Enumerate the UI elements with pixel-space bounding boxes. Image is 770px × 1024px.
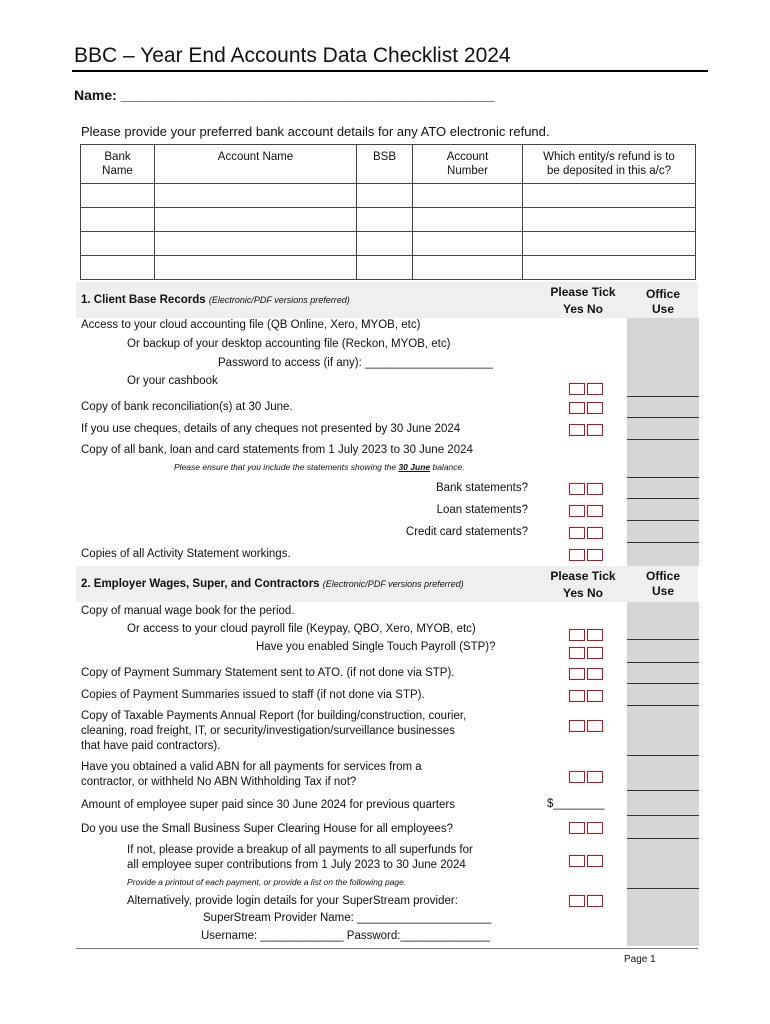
item-super-breakup: If not, please provide a breakup of all payments to all superfunds for all employee super contributions from 1 July 2023 to 30 June 2024 — [127, 844, 473, 871]
yes-checkbox[interactable] — [569, 483, 585, 495]
section1-title: 1. Client Base Records (Electronic/PDF versions preferred) — [81, 294, 350, 306]
table-cell[interactable] — [81, 232, 155, 256]
yes-checkbox[interactable] — [569, 549, 585, 561]
tick-boxes-bank-rec[interactable] — [569, 402, 605, 414]
item-summary-ato: Copy of Payment Summary Statement sent to ATO. (if not done via STP). — [81, 667, 455, 679]
superstream-provider-field[interactable]: SuperStream Provider Name: _____________________ — [203, 912, 492, 924]
table-cell[interactable] — [357, 256, 413, 280]
col-account-name: Account Name — [155, 145, 357, 184]
item-cashbook: Or your cashbook — [127, 375, 218, 387]
item-super-paid: Amount of employee super paid since 30 June 2024 for previous quarters — [81, 799, 455, 811]
table-cell[interactable] — [357, 208, 413, 232]
office-use-line — [627, 705, 699, 706]
col-bank-name: Bank Name — [81, 145, 155, 184]
table-cell[interactable] — [81, 208, 155, 232]
office-use-line — [627, 838, 699, 839]
yes-checkbox[interactable] — [569, 771, 585, 783]
item-superstream: Alternatively, provide login details for your SuperStream provider: — [127, 895, 458, 907]
tick-boxes-loan-statements[interactable] — [569, 505, 605, 517]
no-checkbox[interactable] — [587, 771, 603, 783]
no-checkbox[interactable] — [587, 855, 603, 867]
yes-checkbox[interactable] — [569, 668, 585, 680]
tick-boxes-card-statements[interactable] — [569, 527, 605, 539]
table-cell[interactable] — [413, 256, 523, 280]
item-wage-book: Copy of manual wage book for the period. — [81, 605, 295, 617]
table-cell[interactable] — [155, 256, 357, 280]
table-cell[interactable] — [81, 256, 155, 280]
col-account-number: Account Number — [413, 145, 523, 184]
section1-office-header: Office Use — [645, 287, 680, 316]
office-use-line — [627, 755, 699, 756]
table-cell[interactable] — [357, 184, 413, 208]
no-checkbox[interactable] — [587, 527, 603, 539]
table-row — [81, 256, 696, 280]
name-field[interactable]: Name: ________________________________________________ — [74, 87, 495, 103]
section2-office-column — [627, 602, 699, 946]
table-cell[interactable] — [523, 184, 696, 208]
bank-intro-text: Please provide your preferred bank account details for any ATO electronic refund. — [81, 124, 550, 139]
item-abn: Have you obtained a valid ABN for all payments for services from a contractor, or withheld No ABN Withholding Tax if not? — [81, 761, 422, 788]
table-cell[interactable] — [155, 232, 357, 256]
yes-checkbox[interactable] — [569, 505, 585, 517]
table-cell[interactable] — [413, 184, 523, 208]
yes-checkbox[interactable] — [569, 647, 585, 659]
yes-checkbox[interactable] — [569, 895, 585, 907]
table-row — [81, 184, 696, 208]
table-row — [81, 232, 696, 256]
office-use-line — [627, 888, 699, 889]
section2-tick-header: Please Tick Yes No — [550, 569, 616, 600]
item-desktop-backup: Or backup of your desktop accounting file (Reckon, MYOB, etc) — [127, 338, 451, 350]
yes-checkbox[interactable] — [569, 855, 585, 867]
tick-boxes-super-breakup[interactable] — [569, 855, 605, 867]
section2-title: 2. Employer Wages, Super, and Contractors (Electronic/PDF versions preferred) — [81, 578, 464, 590]
col-bsb: BSB — [357, 145, 413, 184]
item-tpar: Copy of Taxable Payments Annual Report (for building/construction, courier, cleaning, road freight, IT, or security/investigation/surveillance businesses that have paid contractors). — [81, 710, 467, 752]
no-checkbox[interactable] — [587, 505, 603, 517]
no-checkbox[interactable] — [587, 895, 603, 907]
item-summary-staff: Copies of Payment Summaries issued to staff (if not done via STP). — [81, 689, 425, 701]
office-use-line — [627, 439, 699, 440]
tick-boxes-clearing-house[interactable] — [569, 822, 605, 834]
no-checkbox[interactable] — [587, 383, 603, 395]
yes-checkbox[interactable] — [569, 720, 585, 732]
section1-office-column — [627, 318, 699, 566]
item-cloud-file: Access to your cloud accounting file (QB Online, Xero, MYOB, etc) — [81, 319, 421, 331]
no-checkbox[interactable] — [587, 690, 603, 702]
item-card-statements: Credit card statements? — [405, 526, 528, 538]
item-payroll-file: Or access to your cloud payroll file (Keypay, QBO, Xero, MYOB, etc) — [127, 623, 476, 635]
tick-boxes-summary-staff[interactable] — [569, 690, 605, 702]
tick-boxes-superstream[interactable] — [569, 895, 605, 907]
tick-boxes-payroll[interactable] — [569, 629, 605, 641]
item-clearing-house: Do you use the Small Business Super Clearing House for all employees? — [81, 823, 454, 835]
office-use-line — [627, 790, 699, 791]
yes-checkbox[interactable] — [569, 424, 585, 436]
no-checkbox[interactable] — [587, 629, 603, 641]
bank-details-table — [80, 144, 696, 280]
footer-rule — [76, 948, 698, 949]
table-cell[interactable] — [523, 232, 696, 256]
tick-boxes-accounting[interactable] — [569, 383, 605, 395]
table-cell[interactable] — [155, 208, 357, 232]
table-cell[interactable] — [413, 232, 523, 256]
table-cell[interactable] — [523, 256, 696, 280]
table-cell[interactable] — [523, 208, 696, 232]
item-bank-statements: Bank statements? — [435, 482, 528, 494]
office-use-line — [627, 542, 699, 543]
item-stp: Have you enabled Single Touch Payroll (STP)? — [256, 641, 496, 653]
office-use-line — [627, 498, 699, 499]
section2-office-header: Office Use — [645, 569, 680, 598]
tick-boxes-stp[interactable] — [569, 647, 605, 659]
table-cell[interactable] — [155, 184, 357, 208]
table-cell[interactable] — [81, 184, 155, 208]
page-number: Page 1 — [624, 954, 656, 965]
office-use-line — [627, 683, 699, 684]
col-refund-entity: Which entity/s refund is to be deposited in this a/c? — [523, 145, 696, 184]
page-title: BBC – Year End Accounts Data Checklist 2024 — [74, 44, 511, 67]
yes-checkbox[interactable] — [569, 629, 585, 641]
no-checkbox[interactable] — [587, 647, 603, 659]
office-use-line — [627, 396, 699, 397]
item-cheques: If you use cheques, details of any cheques not presented by 30 June 2024 — [81, 423, 461, 435]
item-activity-statements: Copies of all Activity Statement workings. — [81, 548, 291, 560]
bank-table-header-row — [81, 145, 696, 184]
office-use-line — [627, 639, 699, 640]
no-checkbox[interactable] — [587, 424, 603, 436]
yes-checkbox[interactable] — [569, 402, 585, 414]
office-use-line — [627, 815, 699, 816]
office-use-line — [627, 662, 699, 663]
yes-checkbox[interactable] — [569, 383, 585, 395]
no-checkbox[interactable] — [587, 720, 603, 732]
no-checkbox[interactable] — [587, 483, 603, 495]
no-checkbox[interactable] — [587, 822, 603, 834]
superstream-credentials-field[interactable]: Username: _____________ Password:______________ — [201, 930, 491, 942]
yes-checkbox[interactable] — [569, 822, 585, 834]
title-rule — [72, 70, 708, 72]
statements-note: Please ensure that you include the statements showing the 30 June balance. — [174, 462, 465, 472]
table-row — [81, 208, 696, 232]
item-bank-reconciliation: Copy of bank reconciliation(s) at 30 June. — [81, 401, 293, 413]
item-password[interactable]: Password to access (if any): ____________________ — [218, 357, 493, 369]
tick-boxes-abn[interactable] — [569, 771, 605, 783]
tick-boxes-cheques[interactable] — [569, 424, 605, 436]
no-checkbox[interactable] — [587, 549, 603, 561]
tick-boxes-bank-statements[interactable] — [569, 483, 605, 495]
item-statements: Copy of all bank, loan and card statements from 1 July 2023 to 30 June 2024 — [81, 444, 473, 456]
item-loan-statements: Loan statements? — [436, 504, 528, 516]
table-cell[interactable] — [357, 232, 413, 256]
tick-boxes-tpar[interactable] — [569, 720, 605, 732]
office-use-line — [627, 477, 699, 478]
yes-checkbox[interactable] — [569, 527, 585, 539]
printout-note: Provide a printout of each payment, or provide a list on the following page. — [127, 877, 407, 887]
super-amount-field[interactable]: $________ — [547, 798, 605, 810]
yes-checkbox[interactable] — [569, 690, 585, 702]
tick-boxes-activity[interactable] — [569, 549, 605, 561]
tick-boxes-summary-ato[interactable] — [569, 668, 605, 680]
section1-tick-header: Please Tick Yes No — [550, 285, 616, 316]
office-use-line — [627, 520, 699, 521]
table-cell[interactable] — [413, 208, 523, 232]
no-checkbox[interactable] — [587, 402, 603, 414]
no-checkbox[interactable] — [587, 668, 603, 680]
office-use-line — [627, 417, 699, 418]
